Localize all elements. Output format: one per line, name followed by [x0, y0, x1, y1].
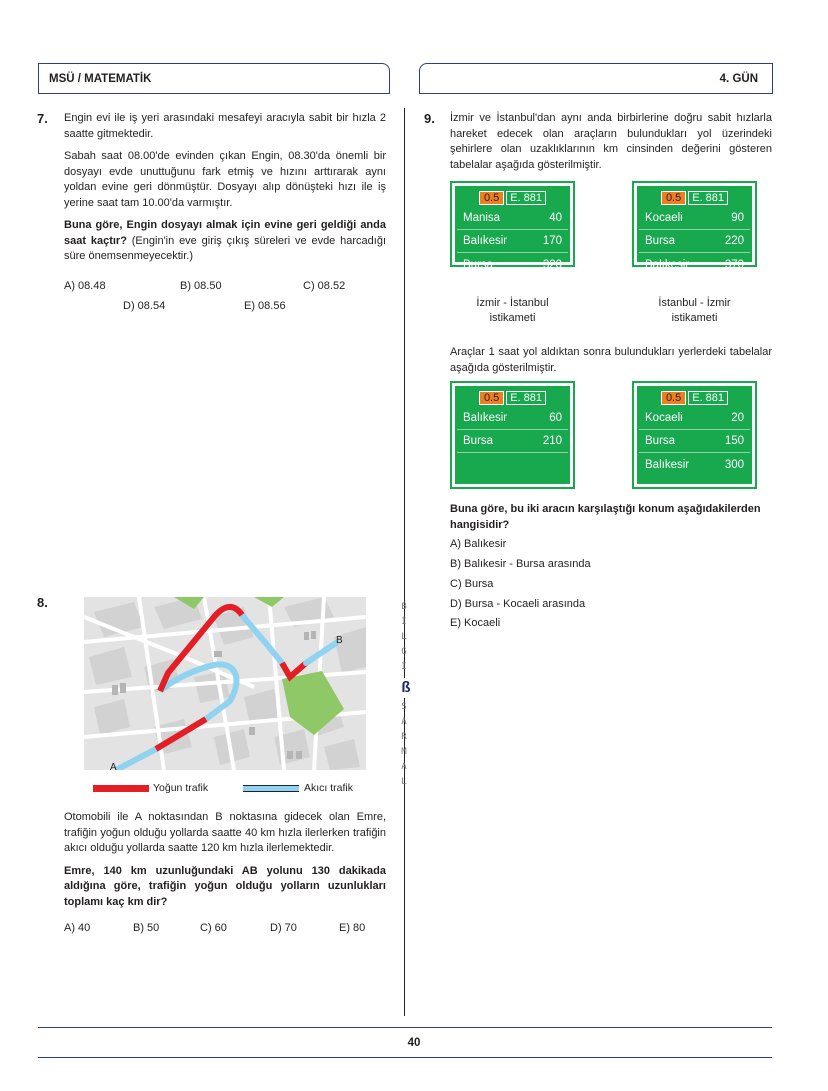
sign-road-label: E. 881	[688, 191, 728, 205]
question-8-paragraph-1: Otomobili ile A noktasından B noktasına gidecek olan Emre, trafiğin yoğun olduğu yollarda saatte 40 km hızla ilerlerken trafiğin akıcı olduğu yollarda saatte 120 km hızla ilerlemektedir.	[64, 811, 386, 854]
caption-izmir-istanbul: İzmir - İstanbul istikameti	[476, 297, 549, 324]
sign-km-label: 0.5	[479, 391, 504, 405]
q8-option-c[interactable]: C) 60	[200, 922, 227, 934]
question-8-number: 8.	[37, 595, 48, 610]
q7-option-e[interactable]: E) 08.56	[244, 300, 286, 312]
subject-title: MSÜ / MATEMATİK	[49, 72, 152, 85]
point-a-label: A	[110, 762, 117, 770]
sign-km-label: 0.5	[661, 191, 686, 205]
sign-row: Kocaeli 20	[645, 412, 744, 424]
traffic-map	[84, 597, 366, 770]
q8-option-a[interactable]: A) 40	[64, 922, 91, 934]
q8-option-e[interactable]: E) 80	[339, 922, 366, 934]
sign-row: Balıkesir 170	[463, 235, 562, 247]
question-9-paragraph-1: İzmir ve İstanbul'dan aynı anda birbirlerine doğru sabit hızlarla hareket edecek olan araçların bulundukları yol üzerindeki şehirlere olan uzaklıklarının km cinsinden değerini gösteren tabelalar aşağıda gösterilmiştir.	[450, 112, 772, 171]
q9-option-c[interactable]: C) Bursa	[450, 578, 494, 590]
legend-heavy-label: Yoğun trafik	[153, 782, 209, 794]
sign-istanbul-izmir-after	[634, 383, 755, 487]
q9-option-a[interactable]: A) Balıkesir	[450, 538, 507, 550]
sign-row: Manisa 40	[463, 212, 562, 224]
question-7-paragraph-1: Engin evi ile iş yeri arasındaki mesafeyi aracıyla sabit bir hızla 2 saatte gitmektedir.	[64, 112, 386, 140]
question-8-question: Emre, 140 km uzunluğundaki AB yolunu 130 dakikada aldığına göre, trafiğin yoğun olduğu yolların uzunlukları toplamı kaç km dir?	[64, 864, 386, 908]
page-number: 40	[407, 1037, 421, 1049]
legend-fluid-swatch	[243, 785, 299, 792]
q7-option-a[interactable]: A) 08.48	[64, 280, 106, 292]
column-divider	[404, 108, 405, 1016]
question-7-note: (Engin'in eve giriş çıkış süreleri ve evde harcadığı süre önemsenmeyecektir.)	[64, 234, 386, 262]
q9-option-d[interactable]: D) Bursa - Kocaeli arasında	[450, 598, 586, 610]
day-title: 4. GÜN	[719, 72, 758, 85]
q9-option-b[interactable]: B) Balıkesir - Bursa arasında	[450, 558, 591, 570]
sign-road-label: E. 881	[506, 191, 546, 205]
sign-row: Bursa 220	[645, 235, 744, 247]
sign-row: Bursa 320	[463, 259, 562, 271]
question-7-paragraph-2: Sabah saat 08.00'de evinden çıkan Engin, 08.30'da önemli bir dosyayı evde unuttuğunu fark etmiş ve hızını arttırarak aynı yoldan evine geri dönmüştür. Dosyayı alıp dönüşteki hızı ile iş yerine saat tam 10.00'da varmıştır.	[64, 150, 386, 209]
question-7-question-bold: Buna göre, Engin dosyayı almak için evine geri geldiği anda saat kaçtır?	[64, 219, 386, 247]
question-9-question: Buna göre, bu iki aracın karşılaştığı konum aşağıdakilerden hangisidir?	[450, 503, 761, 531]
q7-option-d[interactable]: D) 08.54	[123, 300, 166, 312]
sign-istanbul-izmir-before	[634, 183, 755, 271]
question-8-body	[64, 810, 386, 917]
sign-row: Balıkesir 60	[463, 412, 562, 424]
q8-option-b[interactable]: B) 50	[133, 922, 160, 934]
question-7-number: 7.	[37, 111, 48, 126]
legend-fluid-label: Akıcı trafik	[304, 782, 354, 794]
sign-road-label: E. 881	[506, 391, 546, 405]
point-b-label: B	[336, 635, 343, 646]
subject-header	[38, 63, 390, 94]
question-7-body	[64, 111, 386, 272]
sign-row: Kocaeli 90	[645, 212, 744, 224]
q8-option-d[interactable]: D) 70	[270, 922, 297, 934]
question-9-paragraph-2: Araçlar 1 saat yol aldıktan sonra bulundukları yerlerdeki tabelalar aşağıda gösterilmiştir.	[450, 346, 772, 374]
sign-row: Balıkesir 300	[645, 459, 744, 471]
day-header	[419, 63, 773, 94]
sign-km-label: 0.5	[479, 191, 504, 205]
sign-km-label: 0.5	[661, 391, 686, 405]
sign-road-label: E. 881	[688, 391, 728, 405]
q7-option-b[interactable]: B) 08.50	[180, 280, 222, 292]
sign-row: Bursa 150	[645, 435, 744, 447]
sign-row: Balıkesir 370	[645, 259, 744, 271]
legend-heavy-swatch	[93, 785, 149, 792]
q7-option-c[interactable]: C) 08.52	[303, 280, 346, 292]
question-9-number: 9.	[424, 111, 435, 126]
sign-izmir-istanbul-before	[452, 183, 573, 271]
footer-line-top	[38, 1027, 772, 1028]
question-7-question	[64, 218, 386, 265]
footer-line-bottom	[38, 1057, 772, 1058]
sign-izmir-istanbul-after	[452, 383, 573, 487]
publisher-logo-icon: ß	[396, 678, 416, 698]
sign-row: Bursa 210	[463, 435, 562, 447]
caption-istanbul-izmir: İstanbul - İzmir istikameti	[658, 297, 731, 324]
q9-option-e[interactable]: E) Kocaeli	[450, 617, 501, 629]
